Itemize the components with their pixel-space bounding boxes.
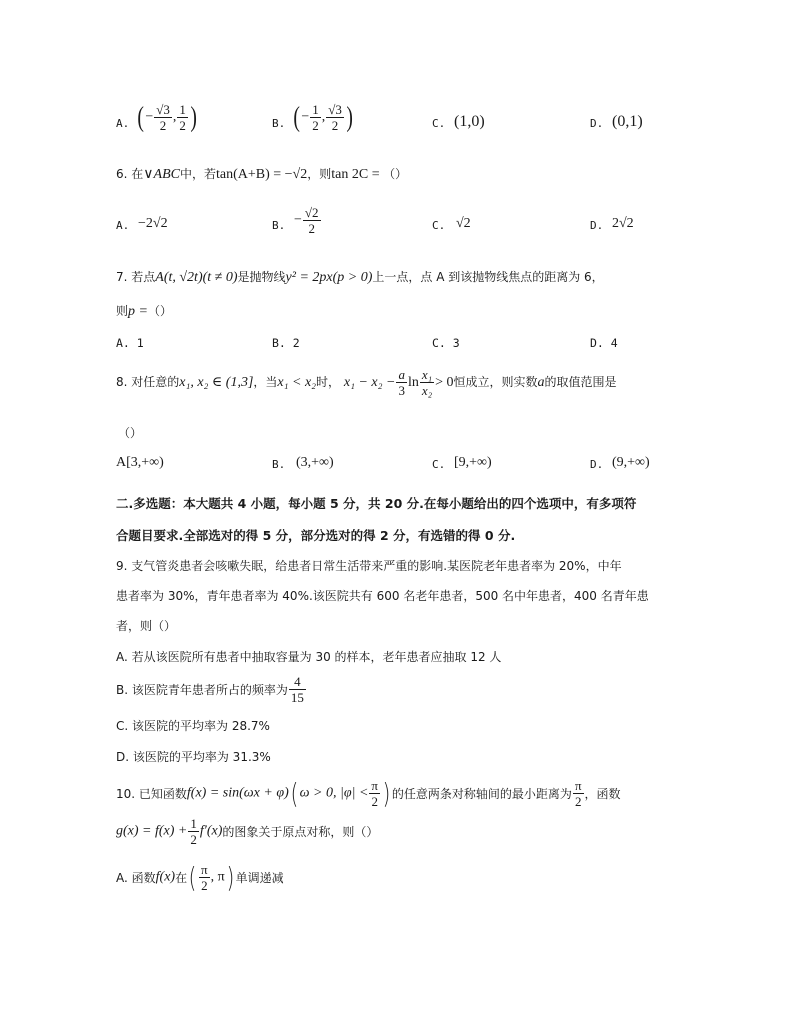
- q10-cond-num: π: [371, 778, 378, 793]
- q10-func: f(x) = sin(ωx + φ): [186, 785, 289, 801]
- q10-a-den: 2: [201, 878, 208, 893]
- q6-b-num: √2: [304, 205, 319, 220]
- q8-option-d-label: D.: [590, 458, 604, 471]
- q5-option-c-label: C.: [432, 117, 446, 130]
- q9-option-b-text: B. 该医院青年患者所占的频率为: [116, 683, 288, 697]
- q6-option-b-value: − $\frac{√2}{2}$: [294, 205, 319, 236]
- q8-ineq-left: x₁ − x₂ −: [343, 375, 396, 390]
- section2-line2: 合题目要求.全部选对的得 5 分，部分选对的得 2 分，有选错的得 0 分.: [116, 528, 516, 543]
- q5-option-d-value: (0,1): [612, 113, 643, 130]
- q5-option-d-label: D.: [590, 117, 604, 130]
- q8-option-c-value: [9,+∞): [454, 455, 492, 470]
- q6-b-den: 2: [308, 221, 315, 236]
- section2-line1: 二.多选题：本大题共 4 小题，每小题 5 分，共 20 分.在每小题给出的四个选项中，有多项符: [116, 496, 637, 511]
- q5-b-den2: 2: [331, 118, 339, 133]
- q10-dist-num: π: [574, 778, 582, 793]
- q9-option-a: A. 若从该医院所有患者中抽取容量为 30 的样本，老年患者应抽取 12 人: [116, 650, 502, 664]
- q7-rest: 上一点，点 A 到该抛物线焦点的距离为 6，: [372, 270, 604, 284]
- q10-a-end: 单调递减: [235, 871, 284, 885]
- q10-stem-line2: [116, 816, 378, 847]
- q8-when: ，当: [253, 375, 278, 389]
- q10-a-num: π: [201, 862, 208, 877]
- q9-b-den: 15: [290, 690, 304, 705]
- q8-cond: x₁ < x₂: [277, 375, 317, 390]
- q10-g-left: g(x) = f(x) +: [116, 823, 188, 839]
- q8-frac-den: 3: [398, 383, 405, 398]
- q6-option-c-label: C.: [432, 219, 446, 232]
- q8-ln-num: x₁: [421, 367, 433, 382]
- q10-cond-den: 2: [371, 794, 378, 809]
- q6-option-a-label: A.: [116, 219, 130, 232]
- q8-ln-den: x₂: [421, 383, 433, 398]
- q9-line1: 9. 支气管炎患者会咳嗽失眠，给患者日常生活带来严重的影响.某医院老年患者率为 20%，中年: [116, 559, 622, 573]
- q9-b-num: 4: [289, 674, 306, 690]
- q8-prefix: 8. 对任意的: [116, 375, 180, 389]
- q8-end: 的取值范围是: [544, 375, 617, 389]
- q8-option-b-label: B.: [272, 458, 286, 471]
- q6-option-d-label: D.: [590, 219, 604, 232]
- q6-triangle: ∨ABC: [143, 167, 180, 182]
- q8-option-a: A[3,+∞): [116, 455, 164, 470]
- q5-b-num2: √3: [328, 102, 342, 117]
- q6-expr: tan(A+B) = −√2: [215, 167, 308, 182]
- q5-option-b-label: B.: [272, 117, 286, 130]
- q7-option-c: C. 3: [432, 336, 460, 350]
- q10-g-num: 1: [190, 816, 197, 831]
- q7-parabola: y² = 2px(p > 0): [285, 270, 373, 285]
- q6-option-a-value: −2√2: [138, 216, 168, 231]
- q6-stem: [116, 165, 407, 183]
- q7-p-eq: p =: [128, 304, 148, 319]
- q6-option-b-label: B.: [272, 219, 286, 232]
- q10-cond: ω > 0, |φ| <: [299, 785, 369, 801]
- q7-option-d: D. 4: [590, 336, 618, 350]
- q8-time: 时，: [316, 375, 341, 389]
- q6-middle: 中，若: [179, 167, 216, 181]
- q7-line2: 则: [116, 304, 129, 318]
- q7-option-a: A. 1: [116, 336, 144, 350]
- q10-suffix: ，函数: [584, 787, 621, 801]
- q6-suffix: ，则: [307, 167, 332, 181]
- q10-g-right: f′(x): [199, 823, 223, 839]
- q9-line2: 患者率为 30%，青年患者率为 40%.该医院共有 600 名老年患者，500 名中年患者，400 名青年患: [116, 589, 649, 603]
- q8-paren-line: （）: [118, 426, 143, 440]
- q10-g-den: 2: [190, 832, 197, 847]
- q10-a-func: f(x): [155, 869, 176, 885]
- q8-ineq-right: > 0: [435, 375, 454, 390]
- q5-option-b-value: (− $\frac{1}{2}$ , $\frac{√3}{2}$ ): [293, 101, 353, 133]
- q8-frac-num: a: [398, 367, 405, 382]
- q8-option-c-label: C.: [432, 458, 446, 471]
- q8-option-d-value: (9,+∞): [612, 455, 650, 470]
- q5-b-den1: 2: [312, 118, 319, 133]
- q9-option-b: [116, 674, 307, 705]
- q9-option-c: C. 该医院的平均率为 28.7%: [116, 719, 270, 733]
- q7-mid: 是抛物线: [237, 270, 286, 284]
- q7-point: A(t, √2t)(t ≠ 0): [155, 270, 238, 285]
- q5-b-num1: 1: [312, 102, 319, 117]
- q6-option-c-value: √2: [456, 216, 471, 231]
- q7-line2-end: （）: [147, 304, 172, 318]
- q7-stem-line2: [116, 302, 172, 320]
- q10-middle: 的任意两条对称轴间的最小距离为: [391, 787, 572, 801]
- q9-option-d: D. 该医院的平均率为 31.3%: [116, 750, 271, 764]
- q8-var: a: [537, 375, 545, 390]
- q10-stem-line1: 10. 已知函数f(x) = sin(ωx + φ)( ω > 0, |φ| < $\frac{\pi}{2}$ ) 的任意两条对称轴间的最小距离为 $\frac{\pi}{2}$ ，函数: [116, 776, 621, 810]
- q8-ln: ln: [407, 375, 419, 390]
- q8-option-b-value: (3,+∞): [296, 455, 334, 470]
- q7-prefix: 7. 若点: [116, 270, 156, 284]
- q10-prefix: 10. 已知函数: [116, 787, 187, 801]
- q10-dist-den: 2: [574, 794, 582, 809]
- q10-g-end: 的图象关于原点对称，则（）: [222, 825, 379, 839]
- q10-a-prefix: A. 函数: [116, 871, 156, 885]
- q5-option-a-value: (− $\frac{√3}{2}$ , $\frac{1}{2}$ ): [137, 101, 197, 133]
- q5-a-den1: 2: [159, 118, 167, 133]
- q5-option-c-value: (1,0): [454, 113, 485, 130]
- q6-target: tan 2C =: [331, 167, 384, 182]
- q5-option-a-label: A.: [116, 117, 130, 130]
- q5-a-num1: √3: [156, 102, 170, 117]
- q10-a-in: 在: [175, 871, 188, 885]
- q6-prefix: 6. 在: [116, 167, 144, 181]
- q8-suffix: 恒成立，则实数: [453, 375, 538, 389]
- q7-stem-line1: [116, 268, 604, 286]
- q6-option-d-value: 2√2: [612, 216, 634, 231]
- q8-domain: x₁, x₂ ∈ (1,3]: [179, 375, 254, 390]
- q7-option-b: B. 2: [272, 336, 300, 350]
- q10-option-a: A. 函数f(x)在( $\frac{\pi}{2}$ , π) 单调递减: [116, 860, 284, 894]
- q6-end: （）: [383, 167, 408, 181]
- q8-stem: [116, 367, 617, 398]
- q9-line3: 者，则（）: [116, 619, 177, 633]
- q5-a-den2: 2: [179, 118, 186, 133]
- q10-a-right: , π: [210, 869, 225, 885]
- q5-a-num2: 1: [179, 102, 186, 117]
